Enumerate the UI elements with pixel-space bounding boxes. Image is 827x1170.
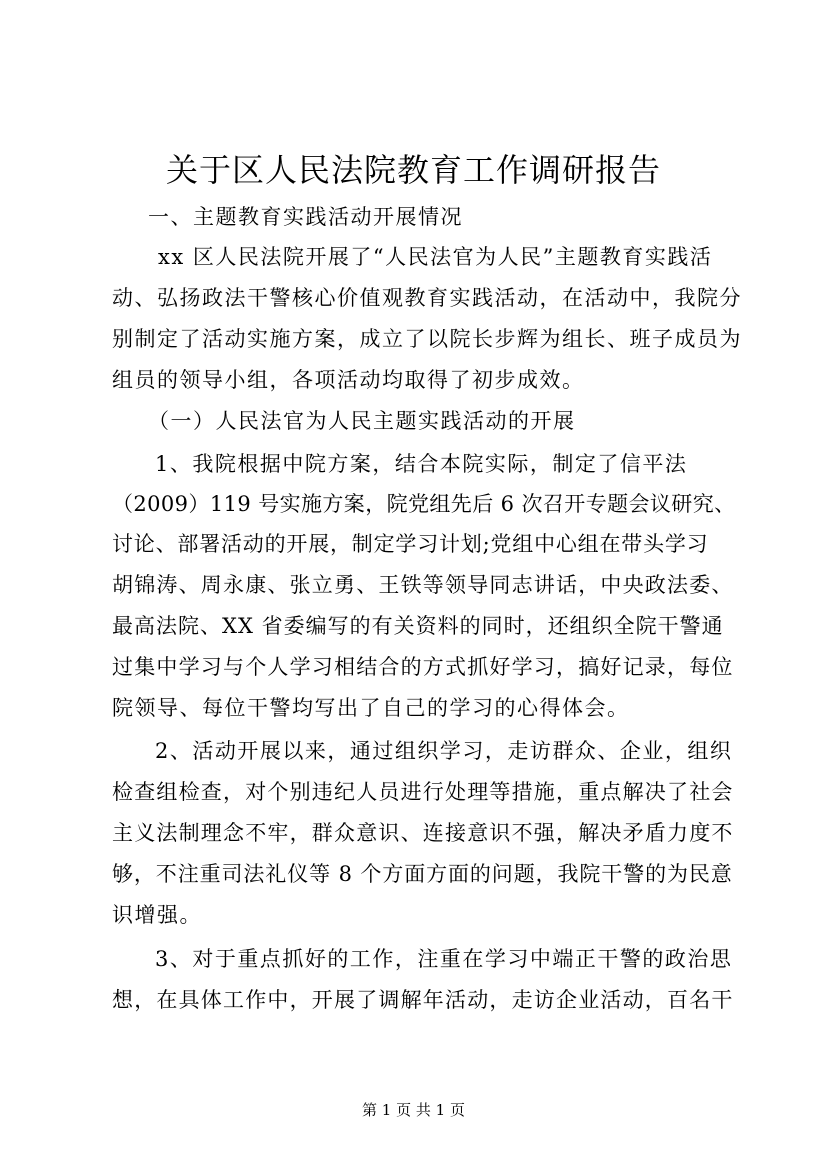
- paragraph-line: （2009）119 号实施方案，院党组先后 6 次召开专题会议研究、: [112, 492, 736, 516]
- subsection-heading: （一）人民法官为人民主题实践活动的开展: [148, 409, 576, 433]
- page-number-footer: 第 1 页 共 1 页: [362, 1101, 465, 1119]
- paragraph-line: 检查组检查，对个别违纪人员进行处理等措施，重点解决了社会: [112, 780, 734, 804]
- paragraph-line: 识增强。: [112, 903, 202, 927]
- paragraph-line: 最高法院、XX 省委编写的有关资料的同时，还组织全院干警通: [112, 614, 724, 638]
- paragraph-line: 院领导、每位干警均写出了自己的学习的心得体会。: [112, 696, 630, 720]
- paragraph-line: 讨论、部署活动的开展，制定学习计划;党组中心组在带头学习: [112, 532, 709, 556]
- paragraph-line: 组员的领导小组，各项活动均取得了初步成效。: [112, 368, 585, 392]
- paragraph-line: 主义法制理念不牢，群众意识、连接意识不强，解决矛盾力度不: [112, 821, 734, 845]
- paragraph-line: 1、我院根据中院方案，结合本院实际，制定了信平法: [155, 452, 688, 476]
- paragraph-line: 别制定了活动实施方案，成立了以院长步辉为组长、班子成员为: [112, 327, 742, 351]
- section-heading: 一、主题教育实践活动开展情况: [148, 205, 463, 229]
- paragraph-line: 3、对于重点抓好的工作，注重在学习中端正干警的政治思: [155, 947, 733, 971]
- paragraph-line: 2、活动开展以来，通过组织学习，走访群众、企业，组织: [155, 739, 733, 763]
- paragraph-line: 动、弘扬政法干警核心价值观教育实践活动，在活动中，我院分: [112, 286, 742, 310]
- paragraph-line: 过集中学习与个人学习相结合的方式抓好学习，搞好记录，每位: [112, 655, 734, 679]
- paragraph-line: 想，在具体工作中，开展了调解年活动，走访企业活动，百名干: [112, 988, 734, 1012]
- paragraph-line: 够，不注重司法礼仪等 8 个方面方面的问题，我院干警的为民意: [112, 862, 733, 886]
- paragraph-line: xx 区人民法院开展了“人民法官为人民”主题教育实践活: [158, 245, 713, 269]
- paragraph-line: 胡锦涛、周永康、张立勇、王铁等领导同志讲话，中央政法委、: [112, 573, 734, 597]
- document-title: 关于区人民法院教育工作调研报告: [165, 151, 661, 189]
